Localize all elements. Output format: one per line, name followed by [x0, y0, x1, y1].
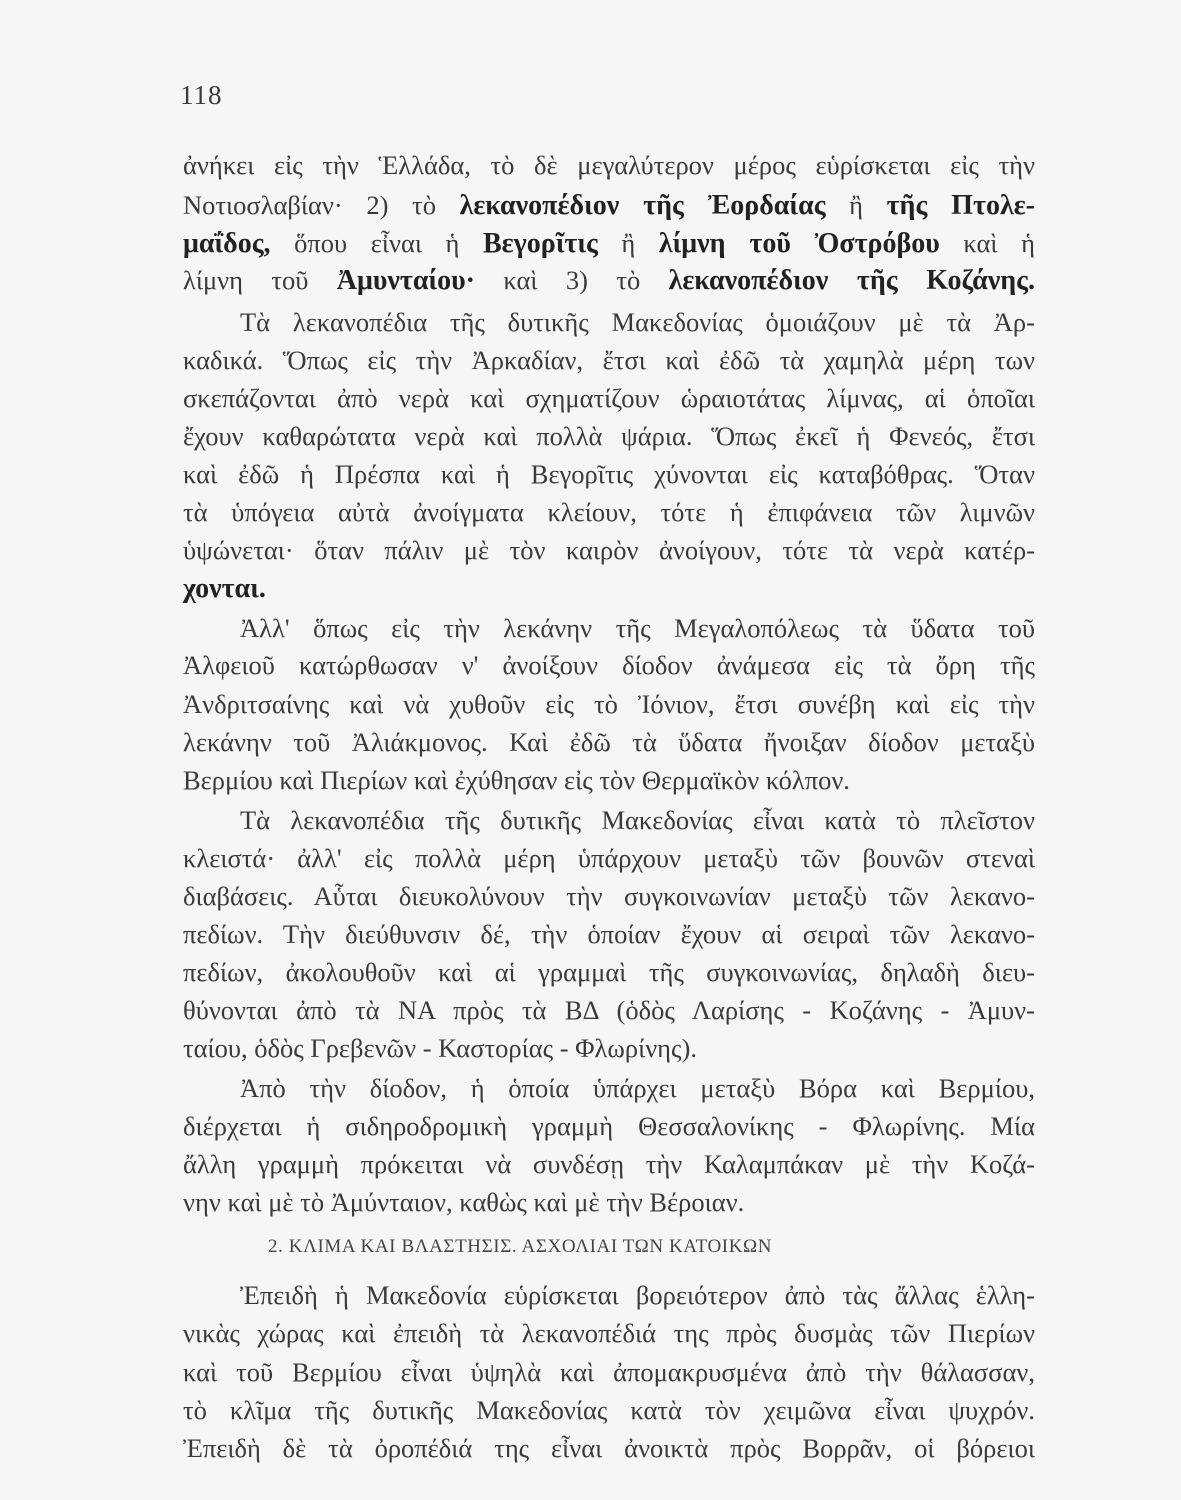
bold-term: λεκανοπέδιον τῆς Κοζάνης.: [668, 265, 1035, 296]
text-segment: νικὰς χώρας καὶ ἐπειδὴ τὰ λεκανοπέδιά της πρὸς δυσμὰς τῶν Πιερίων: [183, 1318, 1035, 1348]
text-line: [240, 306, 1035, 338]
text-segment: καδικά. Ὅπως εἰς τὴν Ἀρκαδίαν, ἔτσι καὶ ἐδῶ τὰ χαμηλὰ μέρη των: [183, 345, 1035, 375]
text-line: [183, 189, 1035, 221]
text-segment: Βερμίου καὶ Πιερίων καὶ ἐχύθησαν εἰς τὸν Θερμαϊκὸν κόλπον.: [183, 765, 850, 795]
text-line: [240, 804, 1035, 836]
text-segment: Ἀλλ' ὅπως εἰς τὴν λεκάνην τῆς Μεγαλοπόλεως τὰ ὕδατα τοῦ: [240, 613, 1035, 643]
text-line: [183, 496, 1035, 528]
text-line: [183, 842, 1035, 874]
text-line: [183, 227, 1035, 259]
text-segment: σκεπάζονται ἀπὸ νερὰ καὶ σχηματίζουν ὡραιοτάτας λίμνας, αἱ ὁποῖαι: [183, 383, 1035, 413]
text-segment: Ἐπειδὴ ἡ Μακεδονία εὑρίσκεται βορειότερον ἀπὸ τὰς ἄλλας ἑλλη-: [240, 1280, 1035, 1310]
bold-term: Ἀμυνταίου·: [336, 265, 476, 296]
text-segment: ἔχουν καθαρώτατα νερὰ καὶ πολλὰ ψάρια. Ὅπως ἐκεῖ ἡ Φενεός, ἔτσι: [183, 421, 1035, 451]
text-segment: Ἀλφειοῦ κατώρθωσαν ν' ἀνοίξουν δίοδον ἀνάμεσα εἰς τὰ ὄρη τῆς: [183, 650, 1035, 680]
bold-term: λεκανοπέδιον τῆς Ἐορδαίας: [459, 190, 826, 221]
bold-term: λίμνη τοῦ Ὀστρόβου: [658, 228, 940, 259]
text-segment: ὑψώνεται· ὅταν πάλιν μὲ τὸν καιρὸν ἀνοίγουν, τότε τὰ νερὰ κατέρ-: [183, 535, 1035, 565]
text-segment: ταίου, ὁδὸς Γρεβενῶν - Καστορίας - Φλωρίνης).: [183, 1033, 697, 1063]
text-line: [183, 264, 1035, 296]
text-line: [183, 420, 1035, 452]
text-line: [183, 1032, 1035, 1064]
bold-term: χονται.: [183, 573, 266, 604]
text-segment: Νοτιοσλαβίαν· 2) τὸ: [183, 190, 460, 220]
text-line: [183, 1110, 1035, 1142]
bold-term: τῆς Πτολε-: [886, 190, 1035, 221]
text-line: [183, 726, 1035, 758]
text-segment: Τὰ λεκανοπέδια τῆς δυτικῆς Μακεδονίας ὁμοιάζουν μὲ τὰ Ἀρ-: [240, 307, 1035, 337]
text-segment: Τὰ λεκανοπέδια τῆς δυτικῆς Μακεδονίας εἶναι κατὰ τὸ πλεῖστον: [240, 805, 1035, 835]
text-line: [183, 382, 1035, 414]
page-number: 118: [180, 80, 223, 110]
bold-term: μαΐδος,: [183, 228, 271, 259]
text-line: [183, 880, 1035, 912]
text-line: [183, 764, 1035, 796]
text-segment: καὶ ἐδῶ ἡ Πρέσπα καὶ ἡ Βεγορῖτις χύνονται εἰς καταβόθρας. Ὅταν: [183, 459, 1035, 489]
text-segment: λεκάνην τοῦ Ἀλιάκμονος. Καὶ ἐδῶ τὰ ὕδατα ἤνοιξαν δίοδον μεταξὺ: [183, 727, 1035, 757]
text-line: [183, 149, 1035, 181]
text-line: [183, 1394, 1035, 1426]
text-segment: Ἀπὸ τὴν δίοδον, ἡ ὁποία ὑπάρχει μεταξὺ Βόρα καὶ Βερμίου,: [240, 1073, 1035, 1103]
text-line: [183, 572, 1035, 604]
text-line: [240, 1279, 1035, 1311]
text-segment: πεδίων, ἀκολουθοῦν καὶ αἱ γραμμαὶ τῆς συγκοινωνίας, δηλαδὴ διευ-: [183, 957, 1035, 987]
text-segment: ἀνήκει εἰς τὴν Ἑλλάδα, τὸ δὲ μεγαλύτερον μέρος εὑρίσκεται εἰς τὴν: [183, 150, 1035, 180]
text-segment: ἢ: [597, 228, 659, 258]
text-segment: τὸ κλῖμα τῆς δυτικῆς Μακεδονίας κατὰ τὸν χειμῶνα εἶναι ψυχρόν.: [183, 1395, 1035, 1425]
text-segment: τὰ ὑπόγεια αὐτὰ ἀνοίγματα κλείουν, τότε ἡ ἐπιφάνεια τῶν λιμνῶν: [183, 497, 1035, 527]
text-line: [183, 994, 1035, 1026]
text-segment: Ἀνδριτσαίνης καὶ νὰ χυθοῦν εἰς τὸ Ἰόνιον, ἔτσι συνέβη καὶ εἰς τὴν: [183, 689, 1035, 719]
text-segment: κλειστά· ἀλλ' εἰς πολλὰ μέρη ὑπάρχουν μεταξὺ τῶν βουνῶν στεναὶ: [183, 843, 1035, 873]
text-line: [240, 1072, 1035, 1104]
text-segment: καὶ ἡ: [939, 228, 1035, 258]
text-line: [183, 918, 1035, 950]
text-segment: ὅπου εἶναι ἡ: [270, 228, 483, 258]
text-line: [183, 649, 1035, 681]
text-line: [183, 688, 1035, 720]
text-segment: διαβάσεις. Αὗται διευκολύνουν τὴν συγκοινωνίαν μεταξὺ τῶν λεκανο-: [183, 881, 1035, 911]
bold-term: Βεγορῖτις: [482, 228, 598, 259]
text-line: [183, 458, 1035, 490]
text-segment: Ἐπειδὴ δὲ τὰ ὀροπέδιά της εἶναι ἀνοικτὰ πρὸς Βορρᾶν, οἱ βόρειοι: [183, 1433, 1035, 1463]
text-line: [183, 1356, 1035, 1388]
text-line: [183, 344, 1035, 376]
text-segment: θύνονται ἀπὸ τὰ ΝΑ πρὸς τὰ ΒΔ (ὁδὸς Λαρίσης - Κοζάνης - Ἀμυν-: [183, 995, 1035, 1025]
text-segment: πεδίων. Τὴν διεύθυνσιν δέ, τὴν ὁποίαν ἔχουν αἱ σειραὶ τῶν λεκανο-: [183, 919, 1035, 949]
text-segment: διέρχεται ἡ σιδηροδρομικὴ γραμμὴ Θεσσαλονίκης - Φλωρίνης. Μία: [183, 1111, 1035, 1141]
text-line: [183, 1186, 1035, 1218]
section-heading: 2. ΚΛΙΜΑ ΚΑΙ ΒΛΑΣΤΗΣΙΣ. ΑΣΧΟΛΙΑΙ ΤΩΝ ΚΑΤΟΙΚΩΝ: [268, 1236, 773, 1257]
text-segment: νην καὶ μὲ τὸ Ἀμύνταιον, καθὼς καὶ μὲ τὴν Βέροιαν.: [183, 1187, 745, 1217]
text-segment: λίμνη τοῦ: [183, 265, 337, 295]
text-line: [240, 612, 1035, 644]
text-segment: ἢ: [825, 190, 887, 220]
text-segment: ἄλλη γραμμὴ πρόκειται νὰ συνδέσῃ τὴν Καλαμπάκαν μὲ τὴν Κοζά-: [183, 1149, 1035, 1179]
text-line: [183, 534, 1035, 566]
text-segment: καὶ τοῦ Βερμίου εἶναι ὑψηλὰ καὶ ἀπομακρυσμένα ἀπὸ τὴν θάλασσαν,: [183, 1357, 1035, 1387]
text-line: [183, 1317, 1035, 1349]
text-line: [183, 956, 1035, 988]
text-line: [183, 1432, 1035, 1464]
text-line: [183, 1148, 1035, 1180]
text-segment: καὶ 3) τὸ: [475, 265, 669, 295]
